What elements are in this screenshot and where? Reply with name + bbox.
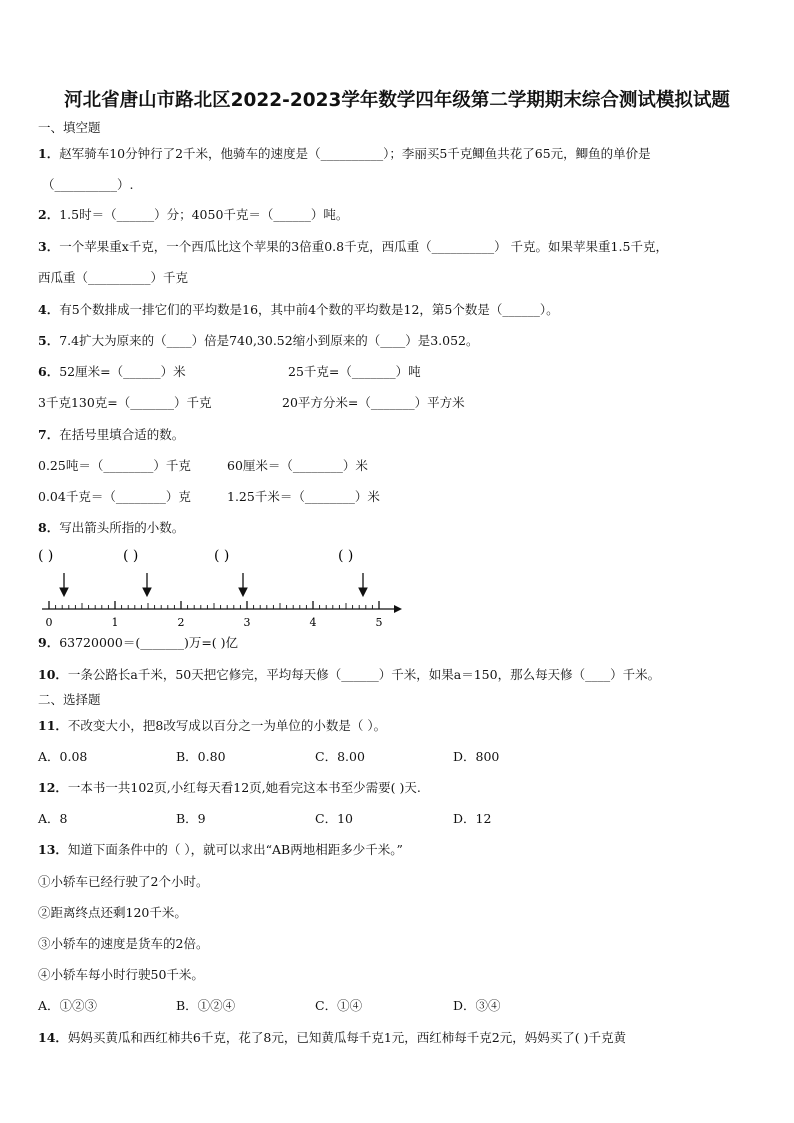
question-3-line-2: 西瓜重（__________）千克 [38,270,189,285]
question-text: 写出箭头所指的小数。 [59,520,185,535]
tick-label: 0 [45,616,53,629]
tick-labels [46,616,383,629]
condition-4: ④小轿车每小时行驶50千米。 [38,967,204,982]
question-text: 63720000＝(_______)万=( )亿 [59,635,239,650]
question-number: 9． [38,635,60,650]
answer-bracket: ( ) [123,548,139,564]
question-10 [38,667,660,683]
question-7-a: 0.25吨＝（________）千克 [38,458,191,473]
condition-2: ②距离终点还剩120千米。 [38,905,187,920]
question-1-line-1 [38,146,651,162]
question-text: 一条公路长a千米，50天把它修完，平均每天修（______）千米，如果a＝150，那么每天修（____）千米。 [67,667,661,682]
section-heading-fill-blank: 一、填空题 [38,120,101,135]
question-3-line-1 [38,239,668,255]
question-6-a [38,364,186,380]
question-text: 1.5时＝（______）分；4050千克＝（______）吨。 [59,207,349,222]
question-text: 在括号里填合适的数。 [59,427,185,442]
option-a: A．①②③ [38,998,98,1013]
option-a: A．0.08 [38,749,88,764]
question-8 [38,520,184,536]
question-7 [38,427,184,443]
question-number: 10． [38,667,68,682]
question-number: 5． [38,333,60,348]
question-text: 妈妈买黄瓜和西红柿共6千克，花了8元，已知黄瓜每千克1元，西红柿每千克2元，妈妈买了( )千克黄 [67,1030,626,1045]
section-heading-choice: 二、选择题 [38,692,101,707]
question-7-c: 0.04千克＝（________）克 [38,489,191,504]
question-text: 有5个数排成一排它们的平均数是16，其中前4个数的平均数是12，第5个数是（______）。 [59,302,559,317]
question-14 [38,1030,626,1046]
question-5 [38,333,479,349]
tick-label: 1 [111,616,119,629]
question-number: 4． [38,302,60,317]
answer-bracket: ( ) [338,548,354,564]
option-c: C．10 [315,811,353,826]
axis-arrow-icon [394,605,402,613]
down-arrow-icon [143,573,151,596]
page-title: 河北省唐山市路北区2022-2023学年数学四年级第二学期期末综合测试模拟试题 [64,90,730,111]
question-number: 7． [38,427,60,442]
question-text: 不改变大小，把8改写成以百分之一为单位的小数是（ ）。 [67,718,387,733]
tick-label: 4 [309,616,317,629]
option-b: B．0.80 [176,749,226,764]
answer-bracket: ( ) [38,548,54,564]
question-number: 3． [38,239,60,254]
option-d: D．800 [453,749,500,764]
option-c: C．①④ [315,998,363,1013]
number-line-figure [30,540,410,632]
question-11 [38,718,386,734]
tick-label: 5 [375,616,383,629]
question-number: 1． [38,146,60,161]
question-6-d: 20平方分米=（_______）平方米 [282,395,465,410]
question-4 [38,302,559,318]
question-6-c: 3千克130克=（_______）千克 [38,395,212,410]
question-number: 12． [38,780,68,795]
question-6-b: 25千克=（_______）吨 [288,364,421,379]
question-13 [38,842,403,858]
option-b: B．①②④ [176,998,236,1013]
option-d: D．12 [453,811,492,826]
question-7-b: 60厘米＝（________）米 [227,458,368,473]
question-number: 13． [38,842,68,857]
question-text: 赵军骑车10分钟行了2千米，他骑车的速度是（__________）；李丽买5千克鲫鱼共花了65元，鲫鱼的单价是 [59,146,651,161]
question-number: 8． [38,520,60,535]
down-arrow-icon [239,573,247,596]
down-arrow-icon [60,573,68,596]
option-d: D．③④ [453,998,501,1013]
question-text: 52厘米=（______）米 [59,364,186,379]
option-c: C．8.00 [315,749,365,764]
question-number: 2． [38,207,60,222]
question-text: 知道下面条件中的（ ），就可以求出“AB两地相距多少千米。” [67,842,403,857]
condition-1: ①小轿车已经行驶了2个小时。 [38,874,209,889]
question-7-d: 1.25千米＝（________）米 [227,489,380,504]
tick-label: 3 [243,616,251,629]
question-text: 一个苹果重x千克，一个西瓜比这个苹果的3倍重0.8千克，西瓜重（__________） 千克。如果苹果重1.5千克， [59,239,668,254]
question-text: 一本书一共102页,小红每天看12页,她看完这本书至少需要( )天. [67,780,421,795]
answer-bracket: ( ) [214,548,230,564]
question-12 [38,780,421,796]
question-text: 7.4扩大为原来的（____）倍是740,30.52缩小到原来的（____）是3.052。 [59,333,479,348]
condition-3: ③小轿车的速度是货车的2倍。 [38,936,209,951]
question-number: 14． [38,1030,68,1045]
tick-marks [49,601,379,609]
option-b: B．9 [176,811,206,826]
tick-label: 2 [177,616,185,629]
option-a: A．8 [38,811,68,826]
question-2 [38,207,348,223]
down-arrow-icon [359,573,367,596]
question-1-line-2: （__________）. [42,177,134,192]
question-9 [38,635,238,651]
question-number: 6． [38,364,60,379]
question-number: 11． [38,718,68,733]
